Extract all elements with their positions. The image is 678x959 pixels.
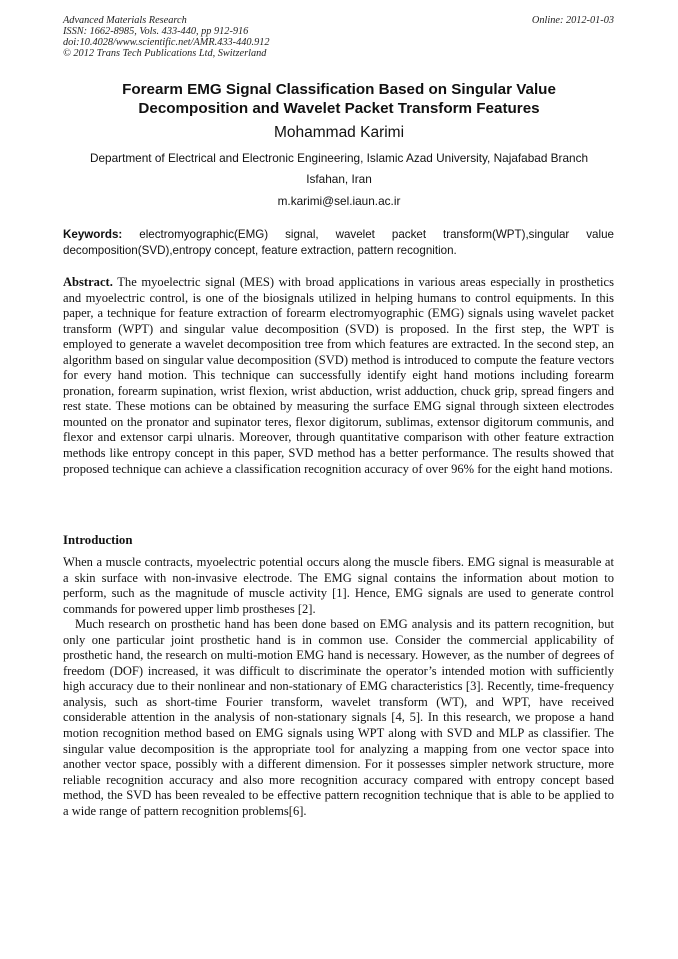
- intro-paragraph-1: When a muscle contracts, myoelectric potential occurs along the muscle fibers. EMG signal is measurable at a skin surface with non-invasive electrode. The EMG signal contains the information about motion to perform, such as the magnitude of muscle activity [1]. Hence, EMG signals are used to generate control commands for powered upper limb prostheses [2].: [63, 555, 614, 616]
- journal-name: Advanced Materials Research: [63, 15, 187, 26]
- intro-paragraph-2: Much research on prosthetic hand has been done based on EMG analysis and its pattern recognition, but only one particular joint prosthetic hand is in common use. Consider the commercial applicability of prosthetic hand, the research on multi-motion EMG hand is necessary. However, as the number of degrees of freedom (DOF) increased, it was difficult to discriminate the operator’s intended motion with sufficiently high accuracy due to their nonlinear and non-stationary of EMG characteristics [3]. Recently, time-frequency analysis, such as short-time Fourier transform, wavelet transform (WT), and WPT, have received considerable attention in the analysis of non-stationary signals [4, 5]. In this research, we propose a hand motion recognition method based on EMG signals using WPT along with SVD and MLP as classifier. The singular value decomposition is the appropriate tool for analyzing a mapping from one vector space into another vector space, possibly with a different dimension. For it possesses simpler network structure, more reliable recognition accuracy and also more recognition accuracy compared with entropy concept based method, the SVD has been revealed to be effective pattern recognition technique that is able to be applied to a wide range of pattern recognition problems[6].: [63, 617, 614, 818]
- title-line-2: Decomposition and Wavelet Packet Transform Features: [138, 100, 540, 117]
- journal-header: [63, 15, 270, 59]
- doi-line: doi:10.4028/www.scientific.net/AMR.433-440.912: [63, 37, 270, 48]
- section-heading-introduction: Introduction: [63, 533, 133, 547]
- online-date: Online: 2012-01-03: [531, 15, 614, 26]
- author-name: Mohammad Karimi: [273, 124, 405, 141]
- paper-title: [63, 80, 615, 118]
- abstract-text: The myoelectric signal (MES) with broad applications in various areas especially in prosthetics and myoelectric control, is one of the biosignals utilized in helping humans to control equipments. In this paper, a technique for feature extraction of forearm electromyographic (EMG) signals using wavelet packet transform (WPT) and singular value decomposition (SVD) is proposed. In the first step, the WPT is employed to generate a wavelet decomposition tree from which features are extracted. In the second step, an algorithm based on singular value decomposition (SVD) method is introduced to compute the feature vectors for every hand motion. This technique can successfully identify eight hand motions including forearm pronation, forearm supination, wrist flexion, wrist abduction, wrist adduction, chuck grip, spread fingers and rest state. These motions can be obtained by measuring the surface EMG signal through sixteen electrodes mounted on the pronator and supinator teres, flexor digitorum, sublimas, extensor digitorum communis, and flexor and extensor carpi ulnaris. Moreover, through quantitative comparison with other feature extraction methods like entropy concept in this paper, SVD method has a better performance. The results showed that proposed technique can achieve a classification recognition accuracy of over 96% for the eight hand motions.: [63, 275, 614, 476]
- issn-line: ISSN: 1662-8985, Vols. 433-440, pp 912-916: [63, 26, 249, 37]
- abstract-block: [63, 275, 614, 477]
- keywords-label: Keywords:: [63, 228, 123, 241]
- introduction-body: [63, 555, 614, 819]
- affiliation: Department of Electrical and Electronic Engineering, Islamic Azad University, Najafabad Branch: [89, 151, 589, 165]
- location: Isfahan, Iran: [306, 172, 372, 186]
- copyright-line: © 2012 Trans Tech Publications Ltd, Switzerland: [63, 48, 267, 59]
- email: m.karimi@sel.iaun.ac.ir: [277, 194, 401, 208]
- title-line-1: Forearm EMG Signal Classification Based on Singular Value: [122, 81, 556, 98]
- keywords-text: electromyographic(EMG) signal, wavelet packet transform(WPT),singular value decomposition(SVD),entropy concept, feature extraction, pattern recognition.: [63, 228, 614, 257]
- keywords-block: [63, 227, 614, 258]
- abstract-label: Abstract.: [63, 275, 113, 289]
